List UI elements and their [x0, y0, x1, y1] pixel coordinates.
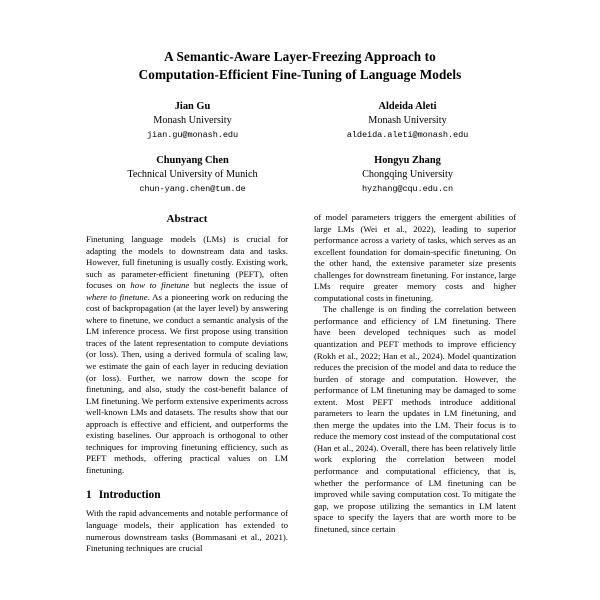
title-block [0, 0, 600, 196]
section-title: Introduction [98, 489, 161, 502]
abstract-heading: Abstract [166, 213, 208, 225]
left-column [86, 212, 288, 555]
page-title [85, 48, 515, 83]
abstract-part-2: but neglects the issue of [189, 280, 289, 291]
abstract-text [86, 234, 288, 476]
author-entry [300, 100, 515, 142]
author-name: Hongyu Zhang [374, 155, 441, 166]
paper-title-line-2: Computation-Efficient Fine-Tuning of Language Models [138, 66, 462, 82]
author-entry [85, 154, 300, 196]
author-affiliation: Technical University of Munich [127, 169, 258, 180]
section-number: 1 [86, 489, 92, 502]
right-column-paragraph-1: of model parameters triggers the emergent abilities of large LMs (Wei et al., 2022), leading to superior performance across a variety of tasks, which serves as an excellent foundation for domain-specific finetuning. On the other hand, the extensive parameter size presents challenges for downstream finetuning. For instance, large LMs require greater memory costs and higher computational costs in finetuning. [314, 212, 516, 303]
author-name: Jian Gu [174, 101, 211, 112]
author-affiliation: Monash University [153, 115, 232, 126]
author-affiliation: Monash University [368, 115, 447, 126]
author-entry [85, 100, 300, 142]
author-row [85, 100, 515, 142]
two-column-body [86, 212, 516, 555]
author-email: chun-yang.chen@tum.de [139, 184, 246, 194]
author-block [85, 100, 515, 196]
author-affiliation: Chongqing University [362, 169, 453, 180]
right-column-paragraph-2: The challenge is on finding the correlation between performance and efficiency of LM finetuning. There have been developed techniques such as model quantization and PEFT methods to improve efficiency (Rokh et al., 2022; Han et al., 2024). Model quantization reduces the precision of the model and data to reduce the burden of storage and computation. However, the performance of LM finetuning may be damaged to some extent. Most PEFT methods introduce additional parameters to learn the updates in LM finetuning, and then merge the updates into the LM. Their focus is to reduce the memory cost instead of the computational cost (Han et al., 2024). Overall, there has been relatively little work exploring the correlation between model performance and computational efficiency, that is, whether the performance of LM finetuning can be improved while saving computation cost. To mitigate the gap, we propose utilizing the semantics in LM latent space to specify the layers that are worth more to be finetuned, since certain [314, 304, 516, 534]
abstract-italic-2: where to finetune [86, 291, 148, 302]
author-entry [300, 154, 515, 196]
author-name: Aldeida Aleti [378, 101, 437, 112]
introduction-paragraph-1: With the rapid advancements and notable performance of language models, their application has extended to numerous downstream tasks (Bommasani et al., 2021). Finetuning techniques are crucial [86, 508, 288, 554]
author-email: jian.gu@monash.edu [146, 130, 239, 140]
abstract-part-1: Finetuning language models (LMs) is crucial for adapting the models to downstream data and tasks. However, full finetuning is usually costly. Existing work, such as parameter-efficient finetuning (PEFT), often focuses on [86, 234, 288, 291]
abstract-italic-1: how to finetune [130, 280, 190, 291]
paper-title-line-1: A Semantic-Aware Layer-Freezing Approach to [164, 49, 436, 64]
author-email: hyzhang@cqu.edu.cn [361, 184, 454, 194]
introduction-heading [86, 488, 288, 503]
abstract-part-3: . As a pioneering work on reducing the cost of backpropagation (at the layer level) by answering where to finetune, we conduct a semantic analysis of the LM inference process. We first propose using transition traces of the latent representation to compute deviations (or loss). Then, using a derived formula of scaling law, we estimate the gain of each layer in reducing deviation (or loss). Further, we narrow down the scope for finetuning, and also, study the cost-benefit balance of LM finetuning. We perform extensive experiments across well-known LMs and datasets. The results show that our approach is effective and efficient, and outperforms the existing baselines. Our approach is orthogonal to other techniques for improving finetuning efficiency, such as PEFT methods, offering practical values on LM finetuning. [86, 291, 288, 475]
author-row [85, 154, 515, 196]
author-name: Chunyang Chen [156, 155, 229, 166]
author-email: aldeida.aleti@monash.edu [346, 130, 469, 140]
right-column [314, 212, 516, 555]
